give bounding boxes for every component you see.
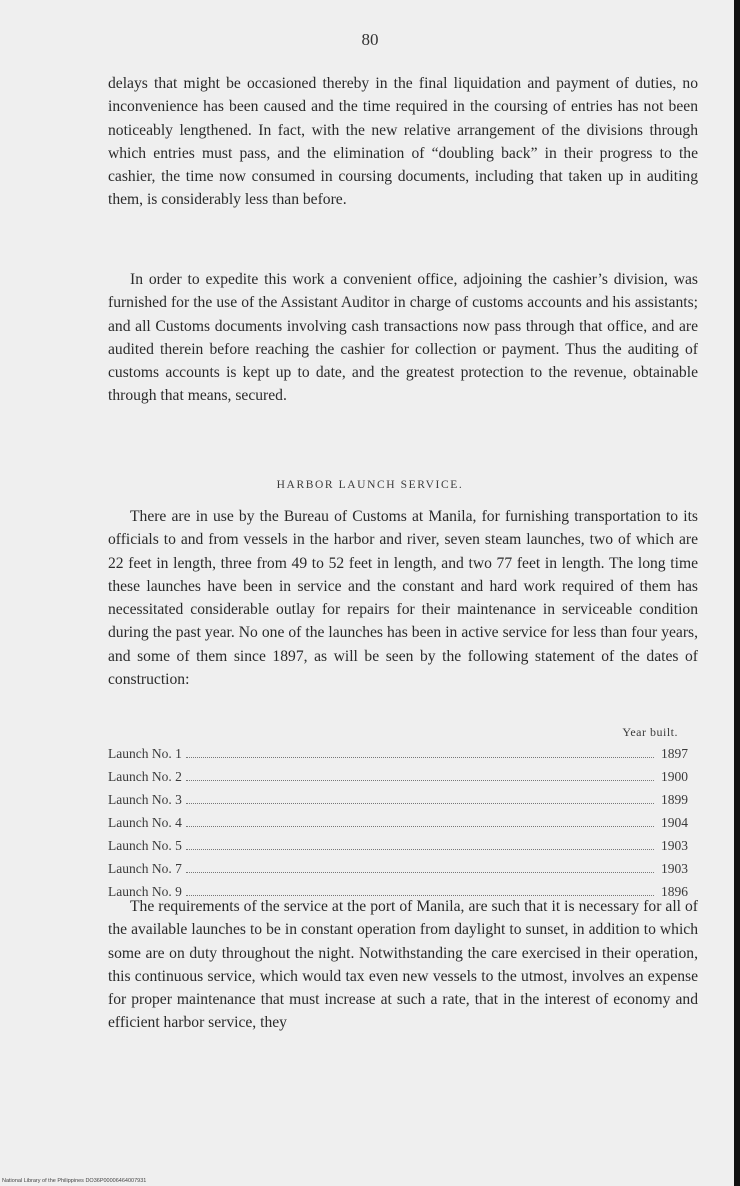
- paragraph-text: The requirements of the service at the port of Manila, are such that it is necessary for all of the available launches to be in constant operation from daylight to sunset, in addition to which some are on duty throughout the night. Notwithstanding the care exercised in their operation, this continuous service, which would tax even new vessels to the utmost, involves an expense for proper maintenance that must increase at such a rate, that in the interest of economy and efficient harbor service, they: [108, 898, 698, 1032]
- launch-year: 1903: [661, 861, 688, 876]
- paragraph-text: In order to expedite this work a convenient office, adjoining the cashier’s division, was furnished for the use of the Assistant Auditor in charge of customs accounts and his assistants; and all Customs documents involving cash transactions now pass through that office, and are audited therein before reaching the cashier for collection or payment. Thus the auditing of customs accounts is kept up to date, and the greatest protection to the revenue, obtainable through that means, secured.: [108, 271, 698, 405]
- launch-name: Launch No. 7: [108, 861, 182, 876]
- section-heading: HARBOR LAUNCH SERVICE.: [276, 479, 464, 491]
- dot-leader: [186, 802, 654, 804]
- launch-name: Launch No. 3: [108, 792, 182, 807]
- dot-leader: [186, 779, 654, 781]
- launch-name: Launch No. 4: [108, 815, 182, 830]
- paragraph-requirements: [108, 895, 698, 1035]
- paragraph-office: [108, 268, 698, 408]
- table-row: [108, 765, 688, 788]
- table-row: [108, 811, 688, 834]
- table-row: [108, 834, 688, 857]
- launch-year: 1904: [661, 815, 688, 830]
- launch-year: 1900: [661, 769, 688, 784]
- launch-year: 1903: [661, 838, 688, 853]
- dot-leader: [186, 871, 654, 873]
- page-edge-shadow: [734, 0, 740, 1186]
- paragraph-text: delays that might be occasioned thereby in the final liquidation and payment of duties, no inconvenience has been caused and the time required in the coursing of entries has not been noticeably lengthened. In fact, with the new relative arrangement of the divisions through which entries must pass, and the elimination of “doubling back” in their progress to the cashier, the time now consumed in coursing documents, including that taken up in auditing them, is considerably less than before.: [108, 75, 698, 209]
- table-row: [108, 742, 688, 765]
- launch-name: Launch No. 1: [108, 746, 182, 761]
- launch-year: 1899: [661, 792, 688, 807]
- launch-year: 1897: [661, 746, 688, 761]
- dot-leader: [186, 848, 654, 850]
- paragraph-continuation: [108, 72, 698, 212]
- launch-name: Launch No. 2: [108, 769, 182, 784]
- page-number: 80: [361, 30, 379, 49]
- table-column-header: Year built.: [622, 725, 678, 739]
- table-row: [108, 788, 688, 811]
- launch-year: 1896: [661, 884, 688, 899]
- launch-table: [108, 722, 688, 903]
- footer-attribution: National Library of the Philippines DO36P00006464007931: [2, 1178, 147, 1184]
- paragraph-launches: [108, 505, 698, 691]
- paragraph-text: There are in use by the Bureau of Customs at Manila, for furnishing transportation to its officials to and from vessels in the harbor and river, seven steam launches, two of which are 22 feet in length, three from 49 to 52 feet in length, and two 77 feet in length. The long time these launches have been in service and the constant and hard work required of them has necessitated considerable outlay for repairs for their maintenance in serviceable condition during the past year. No one of the launches has been in active service for less than four years, and some of them since 1897, as will be seen by the following statement of the dates of construction:: [108, 508, 698, 689]
- dot-leader: [186, 825, 654, 827]
- launch-name: Launch No. 5: [108, 838, 182, 853]
- table-row: [108, 857, 688, 880]
- launch-name: Launch No. 9: [108, 884, 182, 899]
- dot-leader: [186, 756, 654, 758]
